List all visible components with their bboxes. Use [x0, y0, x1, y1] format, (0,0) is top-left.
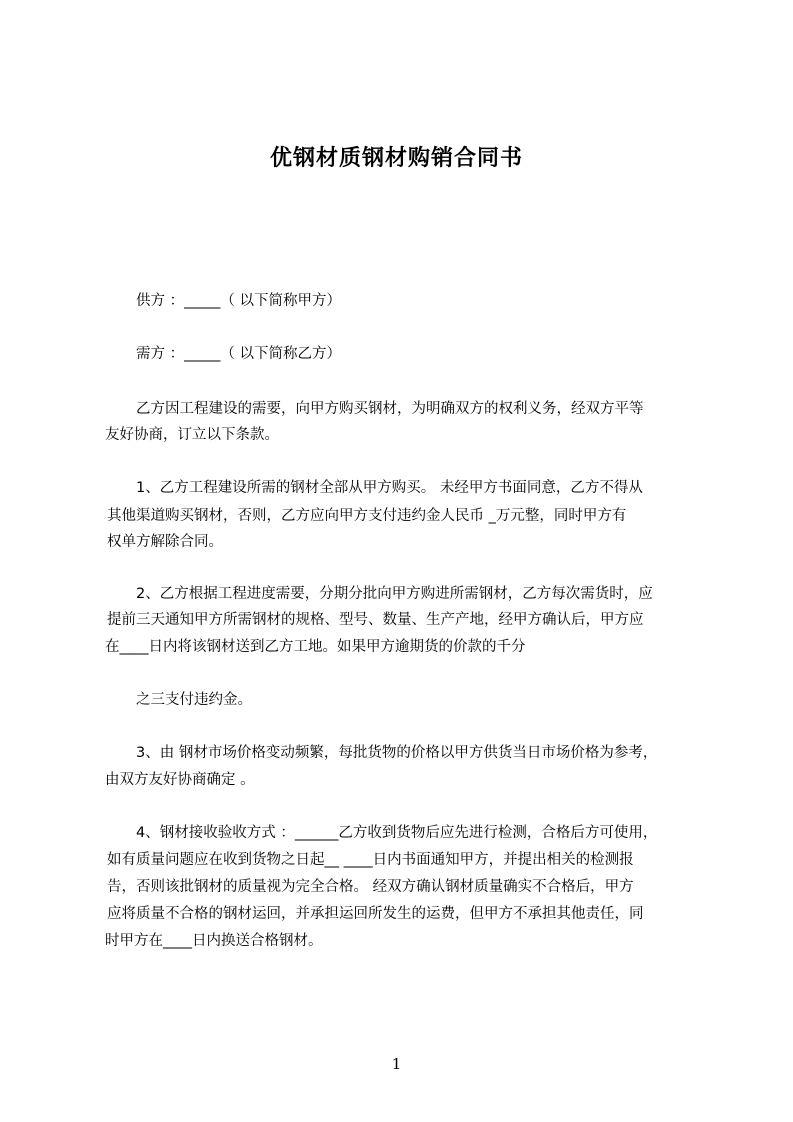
intro-line-2: 友好协商，订立以下条款。 [105, 427, 279, 443]
page-number: 1 [391, 1055, 402, 1073]
clause-4-line-1: 4、钢材接收验收方式 ：______乙方收到货物后应先进行检测，合格后方可使用， [136, 825, 658, 841]
buyer-line: 需方 ：_____（ 以下简称乙方） [136, 346, 341, 362]
supplier-line: 供方 ：_____（ 以下简称甲方） [136, 293, 341, 309]
clause-3-line-2: 由双方友好协商确定 。 [105, 772, 255, 788]
clause-2-line-4: 之三支付违约金。 [136, 692, 252, 708]
intro-line-1: 乙方因工程建设的需要，向甲方购买钢材，为明确双方的权利义务，经双方平等 [136, 401, 644, 417]
clause-1-line-1: 1、乙方工程建设所需的钢材全部从甲方购买。 未经甲方书面同意，乙方不得从 [136, 480, 643, 496]
clause-4-line-2: 如有质量问题应在收到货物之日起__ ____日内书面通知甲方，并提出相关的检测报 [107, 852, 634, 868]
clause-2-line-3: 在____日内将该钢材送到乙方工地。如果甲方逾期货的价款的千分 [105, 639, 526, 655]
clause-1-line-3: 权单方解除合同。 [107, 534, 223, 550]
clause-4-line-4: 应将质量不合格的钢材运回，并承担运回所发生的运费，但甲方不承担其他责任，同 [107, 906, 644, 922]
clause-2-line-1: 2、乙方根据工程进度需要，分期分批向甲方购进所需钢材，乙方每次需货时，应 [136, 586, 653, 602]
clause-2-line-2: 提前三天通知甲方所需钢材的规格、型号、数量、生产产地，经甲方确认后，甲方应 [107, 612, 644, 628]
clause-4-line-5: 时甲方在____日内换送合格钢材。 [105, 933, 323, 949]
clause-4-line-3: 告，否则该批钢材的质量视为完全合格。 经双方确认钢材质量确实不合格后，甲方 [107, 879, 634, 895]
document-title: 优钢材质钢材购销合同书 [269, 146, 523, 171]
clause-3-line-1: 3、由 钢材市场价格变动频繁，每批货物的价格以甲方供货当日市场价格为参考， [136, 745, 658, 761]
clause-1-line-2: 其他渠道购买钢材，否则，乙方应向甲方支付违约金人民币 _万元整，同时甲方有 [107, 508, 627, 524]
